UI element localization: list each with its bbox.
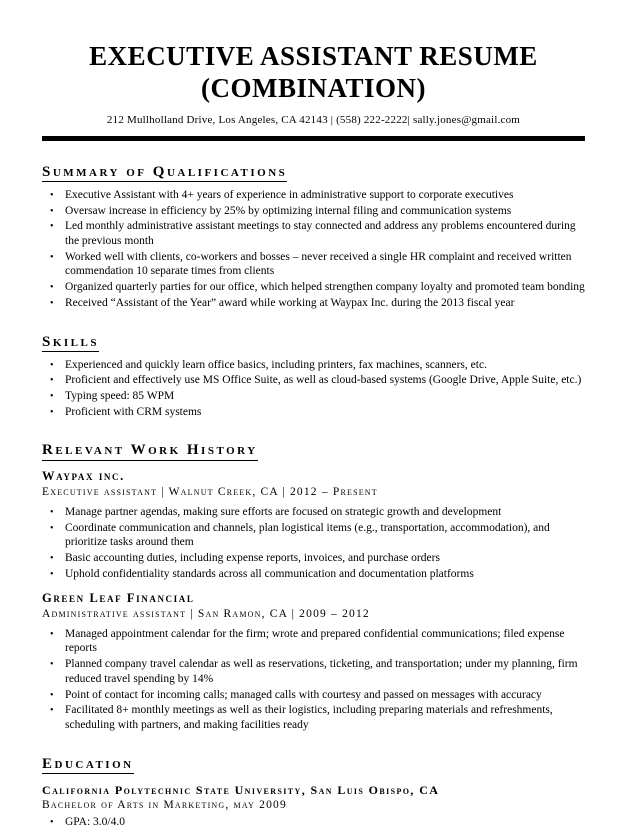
job-company: Green Leaf Financial bbox=[42, 591, 195, 606]
job-entry-green-leaf bbox=[42, 591, 585, 732]
bullet-item: • Experienced and quickly learn office basics, including printers, fax machines, scanners, etc. bbox=[44, 358, 585, 373]
job-bullet-list bbox=[42, 505, 585, 582]
bullet-item: • Coordinate communication and channels, plan logistical items (e.g., transportation, accommodation), and prioritize tasks around them bbox=[44, 521, 585, 550]
education-heading: Education bbox=[42, 756, 134, 774]
contact-line: 212 Mullholland Drive, Los Angeles, CA 42143 | (558) 222-2222| sally.jones@gmail.com bbox=[106, 113, 521, 126]
bullet-item: • Oversaw increase in efficiency by 25% by optimizing internal filing and communication systems bbox=[44, 204, 585, 219]
bullet-item: • Uphold confidentiality standards across all communication and documentation platforms bbox=[44, 567, 585, 582]
section-summary bbox=[42, 156, 585, 311]
bullet-item: • Planned company travel calendar as well as reservations, ticketing, and transportation; under my planning, firm reduced travel spending by 14% bbox=[44, 657, 585, 686]
education-degree: Bachelor of Arts in Marketing, may 2009 bbox=[42, 799, 287, 812]
bullet-item: • Basic accounting duties, including expense reports, invoices, and purchase orders bbox=[44, 551, 585, 566]
summary-bullet-list bbox=[42, 188, 585, 311]
job-title-location-dates: Executive assistant | Walnut Creek, CA | 2012 – Present bbox=[42, 486, 378, 499]
resume-header bbox=[42, 40, 585, 141]
skills-heading-wrap bbox=[42, 326, 585, 353]
work-heading-wrap bbox=[42, 434, 585, 461]
header-divider bbox=[42, 136, 585, 141]
bullet-item: • Worked well with clients, co-workers and bosses – never received a single HR complaint and received written commendation 10 separate times from clients bbox=[44, 250, 585, 279]
bullet-item: • Managed appointment calendar for the firm; wrote and prepared confidential communications; filed expense reports bbox=[44, 627, 585, 656]
summary-heading: Summary of Qualifications bbox=[42, 164, 287, 182]
job-company: Waypax inc. bbox=[42, 469, 125, 484]
resume-title: EXECUTIVE ASSISTANT RESUME (COMBINATION) bbox=[89, 41, 538, 104]
summary-heading-wrap bbox=[42, 156, 585, 183]
bullet-item: • Received “Assistant of the Year” award while working at Waypax Inc. during the 2013 fiscal year bbox=[44, 296, 585, 311]
bullet-item: • Proficient and effectively use MS Office Suite, as well as cloud-based systems (Google Drive, Apple Suite, etc.) bbox=[44, 373, 585, 388]
work-history-heading: Relevant Work History bbox=[42, 442, 258, 460]
bullet-item: • Executive Assistant with 4+ years of experience in administrative support to corporate executives bbox=[44, 188, 585, 203]
education-bullet-list bbox=[42, 815, 585, 830]
bullet-item: • Point of contact for incoming calls; managed calls with courtesy and passed on messages with accuracy bbox=[44, 688, 585, 703]
bullet-item: • Proficient with CRM systems bbox=[44, 405, 585, 420]
skills-bullet-list bbox=[42, 358, 585, 420]
section-work-history bbox=[42, 434, 585, 732]
education-school: California Polytechnic State University, San Luis Obispo, CA bbox=[42, 782, 440, 797]
bullet-item: • Organized quarterly parties for our office, which helped strengthen company loyalty and promoted team bonding bbox=[44, 280, 585, 295]
job-entry-waypax bbox=[42, 469, 585, 581]
bullet-item: • Typing speed: 85 WPM bbox=[44, 389, 585, 404]
section-education bbox=[42, 748, 585, 830]
bullet-item: • Led monthly administrative assistant meetings to stay connected and address any problems encountered during the previous month bbox=[44, 219, 585, 248]
skills-heading: Skills bbox=[42, 334, 99, 352]
education-heading-wrap bbox=[42, 748, 585, 775]
job-title-location-dates: Administrative assistant | San Ramon, CA | 2009 – 2012 bbox=[42, 608, 370, 621]
bullet-item: • GPA: 3.0/4.0 bbox=[44, 815, 585, 830]
job-bullet-list bbox=[42, 627, 585, 733]
bullet-item: • Manage partner agendas, making sure efforts are focused on strategic growth and development bbox=[44, 505, 585, 520]
section-skills bbox=[42, 326, 585, 420]
bullet-item: • Facilitated 8+ monthly meetings as well as their logistics, including preparing materials and refreshments, scheduling with partners, and making facilities ready bbox=[44, 703, 585, 732]
